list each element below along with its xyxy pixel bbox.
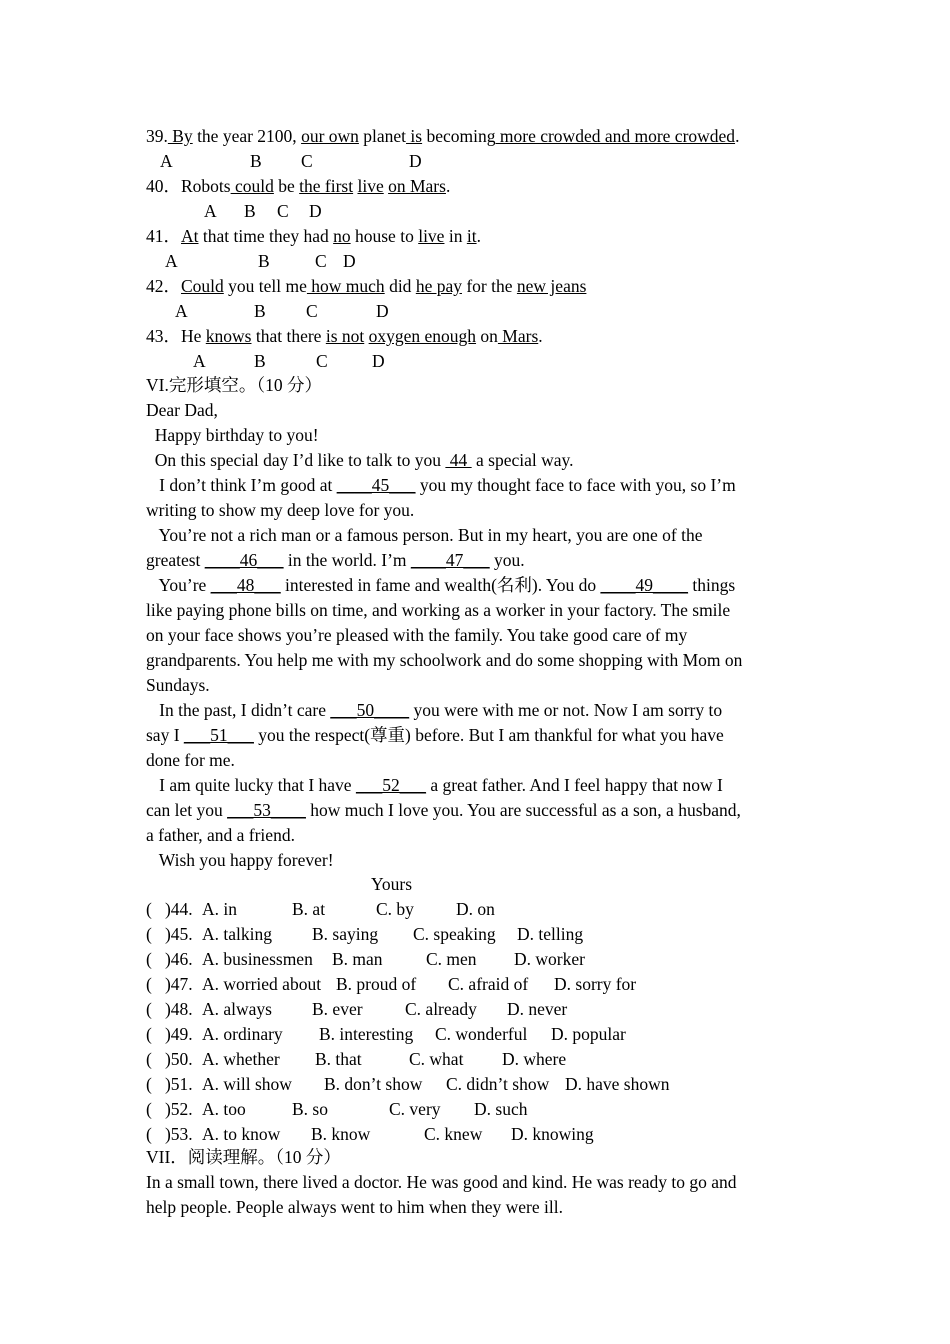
letter-text: grandparents. You help me with my schoolwork and do some shopping with Mom on — [146, 650, 743, 670]
option-c: C. afraid of — [448, 974, 529, 994]
underlined-segment: is — [406, 126, 423, 146]
option-a: A. businessmen — [202, 949, 313, 969]
underlined-segment: Could — [181, 276, 224, 296]
section7-heading: VII．阅读理解。（10 分） — [146, 1147, 341, 1167]
answer-bracket-label[interactable]: ( )45. — [146, 924, 193, 944]
letter-text: Wish you happy forever! — [146, 850, 334, 870]
option-d: D. on — [456, 899, 495, 919]
option-b: B. ever — [312, 999, 363, 1019]
cloze-question-52 — [146, 1097, 528, 1122]
sentence-text: . — [538, 326, 543, 346]
underlined-segment: live — [418, 226, 445, 246]
choice-letter-a: A — [160, 151, 173, 171]
item-39-sentence — [146, 124, 739, 149]
option-a: A. ordinary — [202, 1024, 283, 1044]
letter-text: how much I love you. You are successful as a son, a husband, — [305, 800, 741, 820]
letter-text: I am quite lucky that I have — [146, 775, 356, 795]
choice-letter-b: B — [258, 251, 270, 271]
letter-line — [146, 623, 687, 648]
letter-text: a father, and a friend. — [146, 825, 295, 845]
sentence-text: . — [735, 126, 740, 146]
letter-text: I don’t think I’m good at — [146, 475, 337, 495]
option-d: D. such — [474, 1099, 528, 1119]
option-a: A. whether — [202, 1049, 280, 1069]
cloze-question-44 — [146, 897, 495, 922]
choice-letter-d: D — [372, 351, 385, 371]
letter-text: like paying phone bills on time, and working as a worker in your factory. The smile — [146, 600, 731, 620]
item-41-sentence — [146, 224, 481, 249]
letter-line — [146, 498, 414, 523]
letter-line — [146, 473, 736, 498]
letter-line — [146, 823, 295, 848]
cloze-question-53 — [146, 1122, 594, 1147]
option-a: A. always — [202, 999, 272, 1019]
sentence-text: be — [273, 176, 300, 196]
underlined-segment: By — [167, 126, 193, 146]
item-43-sentence — [146, 324, 543, 349]
sentence-text: . — [445, 176, 451, 196]
letter-salutation: Dear Dad, — [146, 400, 218, 420]
underlined-segment: on Mars — [388, 176, 446, 196]
cloze-blank: ___51___ — [183, 725, 254, 745]
sentence-text: in — [444, 226, 467, 246]
option-d: D. have shown — [565, 1074, 670, 1094]
choice-letter-a: A — [204, 201, 217, 221]
letter-text: can let you — [146, 800, 228, 820]
letter-closing: Yours — [371, 874, 413, 894]
option-c: C. knew — [424, 1124, 483, 1144]
answer-bracket-label[interactable]: ( )51. — [146, 1074, 193, 1094]
option-c: C. by — [376, 899, 414, 919]
option-a: A. worried about — [202, 974, 322, 994]
option-b: B. man — [332, 949, 383, 969]
letter-text: You’re — [146, 575, 211, 595]
letter-text: you were with me or not. Now I am sorry to — [409, 700, 723, 720]
sentence-text: you tell me — [223, 276, 307, 296]
cloze-question-47 — [146, 972, 637, 997]
underlined-segment: no — [333, 226, 351, 246]
underlined-segment: knows — [205, 326, 252, 346]
cloze-question-49 — [146, 1022, 626, 1047]
letter-text: in the world. I’m — [283, 550, 411, 570]
passage-line: help people. People always went to him when they were ill. — [146, 1197, 563, 1217]
sentence-text: the year 2100, — [192, 126, 302, 146]
letter-line — [146, 773, 723, 798]
option-d: D. where — [502, 1049, 567, 1069]
letter-text: a special way. — [471, 450, 574, 470]
option-c: C. speaking — [413, 924, 496, 944]
choice-letter-a: A — [193, 351, 206, 371]
underlined-segment: it — [466, 226, 477, 246]
option-d: D. sorry for — [554, 974, 637, 994]
sentence-text: that there — [251, 326, 326, 346]
cloze-blank: ____45___ — [336, 475, 416, 495]
item-number: 43． — [146, 326, 181, 346]
item-number: 42． — [146, 276, 181, 296]
sentence-text: He — [181, 326, 206, 346]
underlined-segment: the first — [299, 176, 354, 196]
option-d: D. never — [507, 999, 568, 1019]
cloze-blank: ___53____ — [227, 800, 306, 820]
cloze-blank: ____46___ — [204, 550, 284, 570]
answer-bracket-label[interactable]: ( )50. — [146, 1049, 193, 1069]
cloze-blank: ____47___ — [410, 550, 490, 570]
cloze-blank: 44 — [445, 450, 472, 470]
letter-text: on your face shows you’re pleased with the family. You take good care of my — [146, 625, 688, 645]
letter-text: On this special day I’d like to talk to you — [146, 450, 446, 470]
sentence-text: for the — [461, 276, 517, 296]
underlined-segment: Mars — [497, 326, 539, 346]
cloze-blank: ___52___ — [355, 775, 426, 795]
item-40-sentence — [146, 174, 450, 199]
option-b: B. proud of — [336, 974, 417, 994]
underlined-segment: could — [230, 176, 274, 196]
choice-letter-d: D — [376, 301, 389, 321]
option-a: A. talking — [202, 924, 272, 944]
sentence-text: that time they had — [198, 226, 334, 246]
underlined-segment: At — [181, 226, 199, 246]
option-b: B. at — [292, 899, 326, 919]
cloze-blank: ___50____ — [330, 700, 410, 720]
option-b: B. interesting — [319, 1024, 414, 1044]
letter-text: Sundays. — [146, 675, 210, 695]
answer-bracket-label[interactable]: ( )49. — [146, 1024, 193, 1044]
letter-text: you my thought face to face with you, so I’m — [415, 475, 736, 495]
option-c: C. men — [426, 949, 477, 969]
answer-bracket-label[interactable]: ( )52. — [146, 1099, 193, 1119]
option-b: B. so — [292, 1099, 328, 1119]
choice-letter-c: C — [306, 301, 318, 321]
option-a: A. too — [202, 1099, 246, 1119]
letter-text: Happy birthday to you! — [146, 425, 319, 445]
answer-bracket-label[interactable]: ( )53. — [146, 1124, 193, 1144]
letter-text: interested in fame and wealth(名利). You do — [280, 575, 601, 595]
underlined-segment: oxygen enough — [368, 326, 477, 346]
letter-text: You’re not a rich man or a famous person. But in my heart, you are one of the — [146, 525, 703, 545]
option-c: C. what — [409, 1049, 464, 1069]
option-a: A. will show — [202, 1074, 292, 1094]
cloze-question-51 — [146, 1072, 670, 1097]
underlined-segment: live — [357, 176, 384, 196]
cloze-question-46 — [146, 947, 585, 972]
option-b: B. don’t show — [324, 1074, 423, 1094]
sentence-text: house to — [350, 226, 419, 246]
section6-heading: VI.完形填空。（10 分） — [146, 375, 322, 395]
cloze-question-50 — [146, 1047, 567, 1072]
letter-text: done for me. — [146, 750, 235, 770]
option-d: D. telling — [517, 924, 584, 944]
letter-line — [146, 448, 574, 473]
choice-letter-c: C — [316, 351, 328, 371]
letter-line — [146, 723, 724, 748]
choice-letter-b: B — [250, 151, 262, 171]
answer-bracket-label[interactable]: ( )44. — [146, 899, 193, 919]
letter-text: greatest — [146, 550, 205, 570]
choice-letter-c: C — [315, 251, 327, 271]
answer-bracket-label[interactable]: ( )47. — [146, 974, 193, 994]
letter-line — [146, 748, 235, 773]
letter-line — [146, 798, 741, 823]
option-b: B. know — [311, 1124, 371, 1144]
option-d: D. worker — [514, 949, 585, 969]
option-d: D. knowing — [511, 1124, 594, 1144]
option-a: A. in — [202, 899, 237, 919]
choice-letter-d: D — [409, 151, 422, 171]
choice-letter-b: B — [254, 301, 266, 321]
letter-line — [146, 573, 735, 598]
sentence-text: planet — [358, 126, 407, 146]
letter-text: things — [687, 575, 736, 595]
sentence-text: becoming — [422, 126, 496, 146]
choice-letter-d: D — [343, 251, 356, 271]
sentence-text: Robots — [181, 176, 231, 196]
choice-letter-b: B — [254, 351, 266, 371]
option-b: B. that — [315, 1049, 362, 1069]
choice-letter-c: C — [277, 201, 289, 221]
item-number: 39. — [146, 126, 168, 146]
choice-letter-a: A — [175, 301, 188, 321]
letter-line — [146, 648, 742, 673]
sentence-text: did — [384, 276, 416, 296]
choice-letter-a: A — [165, 251, 178, 271]
choice-letter-b: B — [244, 201, 256, 221]
letter-line — [146, 423, 319, 448]
letter-line — [146, 523, 702, 548]
cloze-blank: ____49____ — [600, 575, 688, 595]
underlined-segment: he pay — [415, 276, 462, 296]
option-c: C. didn’t show — [446, 1074, 550, 1094]
letter-text: you the respect(尊重) before. But I am thankful for what you have — [253, 725, 724, 745]
item-number: 41． — [146, 226, 181, 246]
item-42-sentence — [146, 274, 586, 299]
sentence-text: on — [476, 326, 498, 346]
letter-text: writing to show my deep love for you. — [146, 500, 415, 520]
underlined-segment: new jeans — [516, 276, 587, 296]
passage-line: In a small town, there lived a doctor. He was good and kind. He was ready to go and — [146, 1172, 737, 1192]
letter-text: say I — [146, 725, 184, 745]
answer-bracket-label[interactable]: ( )48. — [146, 999, 193, 1019]
option-b: B. saying — [312, 924, 379, 944]
letter-line — [146, 698, 722, 723]
choice-letter-d: D — [309, 201, 322, 221]
letter-line — [146, 673, 210, 698]
underlined-segment: our own — [301, 126, 359, 146]
choice-letter-c: C — [301, 151, 313, 171]
option-d: D. popular — [551, 1024, 626, 1044]
letter-line — [146, 548, 525, 573]
cloze-blank: ___48___ — [210, 575, 281, 595]
option-c: C. very — [389, 1099, 441, 1119]
underlined-segment: how much — [306, 276, 385, 296]
sentence-text: . — [476, 226, 481, 246]
letter-text: a great father. And I feel happy that now I — [425, 775, 723, 795]
letter-line — [146, 848, 334, 873]
option-c: C. wonderful — [435, 1024, 528, 1044]
option-c: C. already — [405, 999, 477, 1019]
underlined-segment: is not — [325, 326, 365, 346]
cloze-question-45 — [146, 922, 584, 947]
underlined-segment: more crowded and more crowded — [495, 126, 736, 146]
letter-line — [146, 598, 730, 623]
letter-text: In the past, I didn’t care — [146, 700, 331, 720]
letter-text: you. — [489, 550, 525, 570]
item-number: 40． — [146, 176, 181, 196]
option-a: A. to know — [202, 1124, 281, 1144]
answer-bracket-label[interactable]: ( )46. — [146, 949, 193, 969]
cloze-question-48 — [146, 997, 568, 1022]
